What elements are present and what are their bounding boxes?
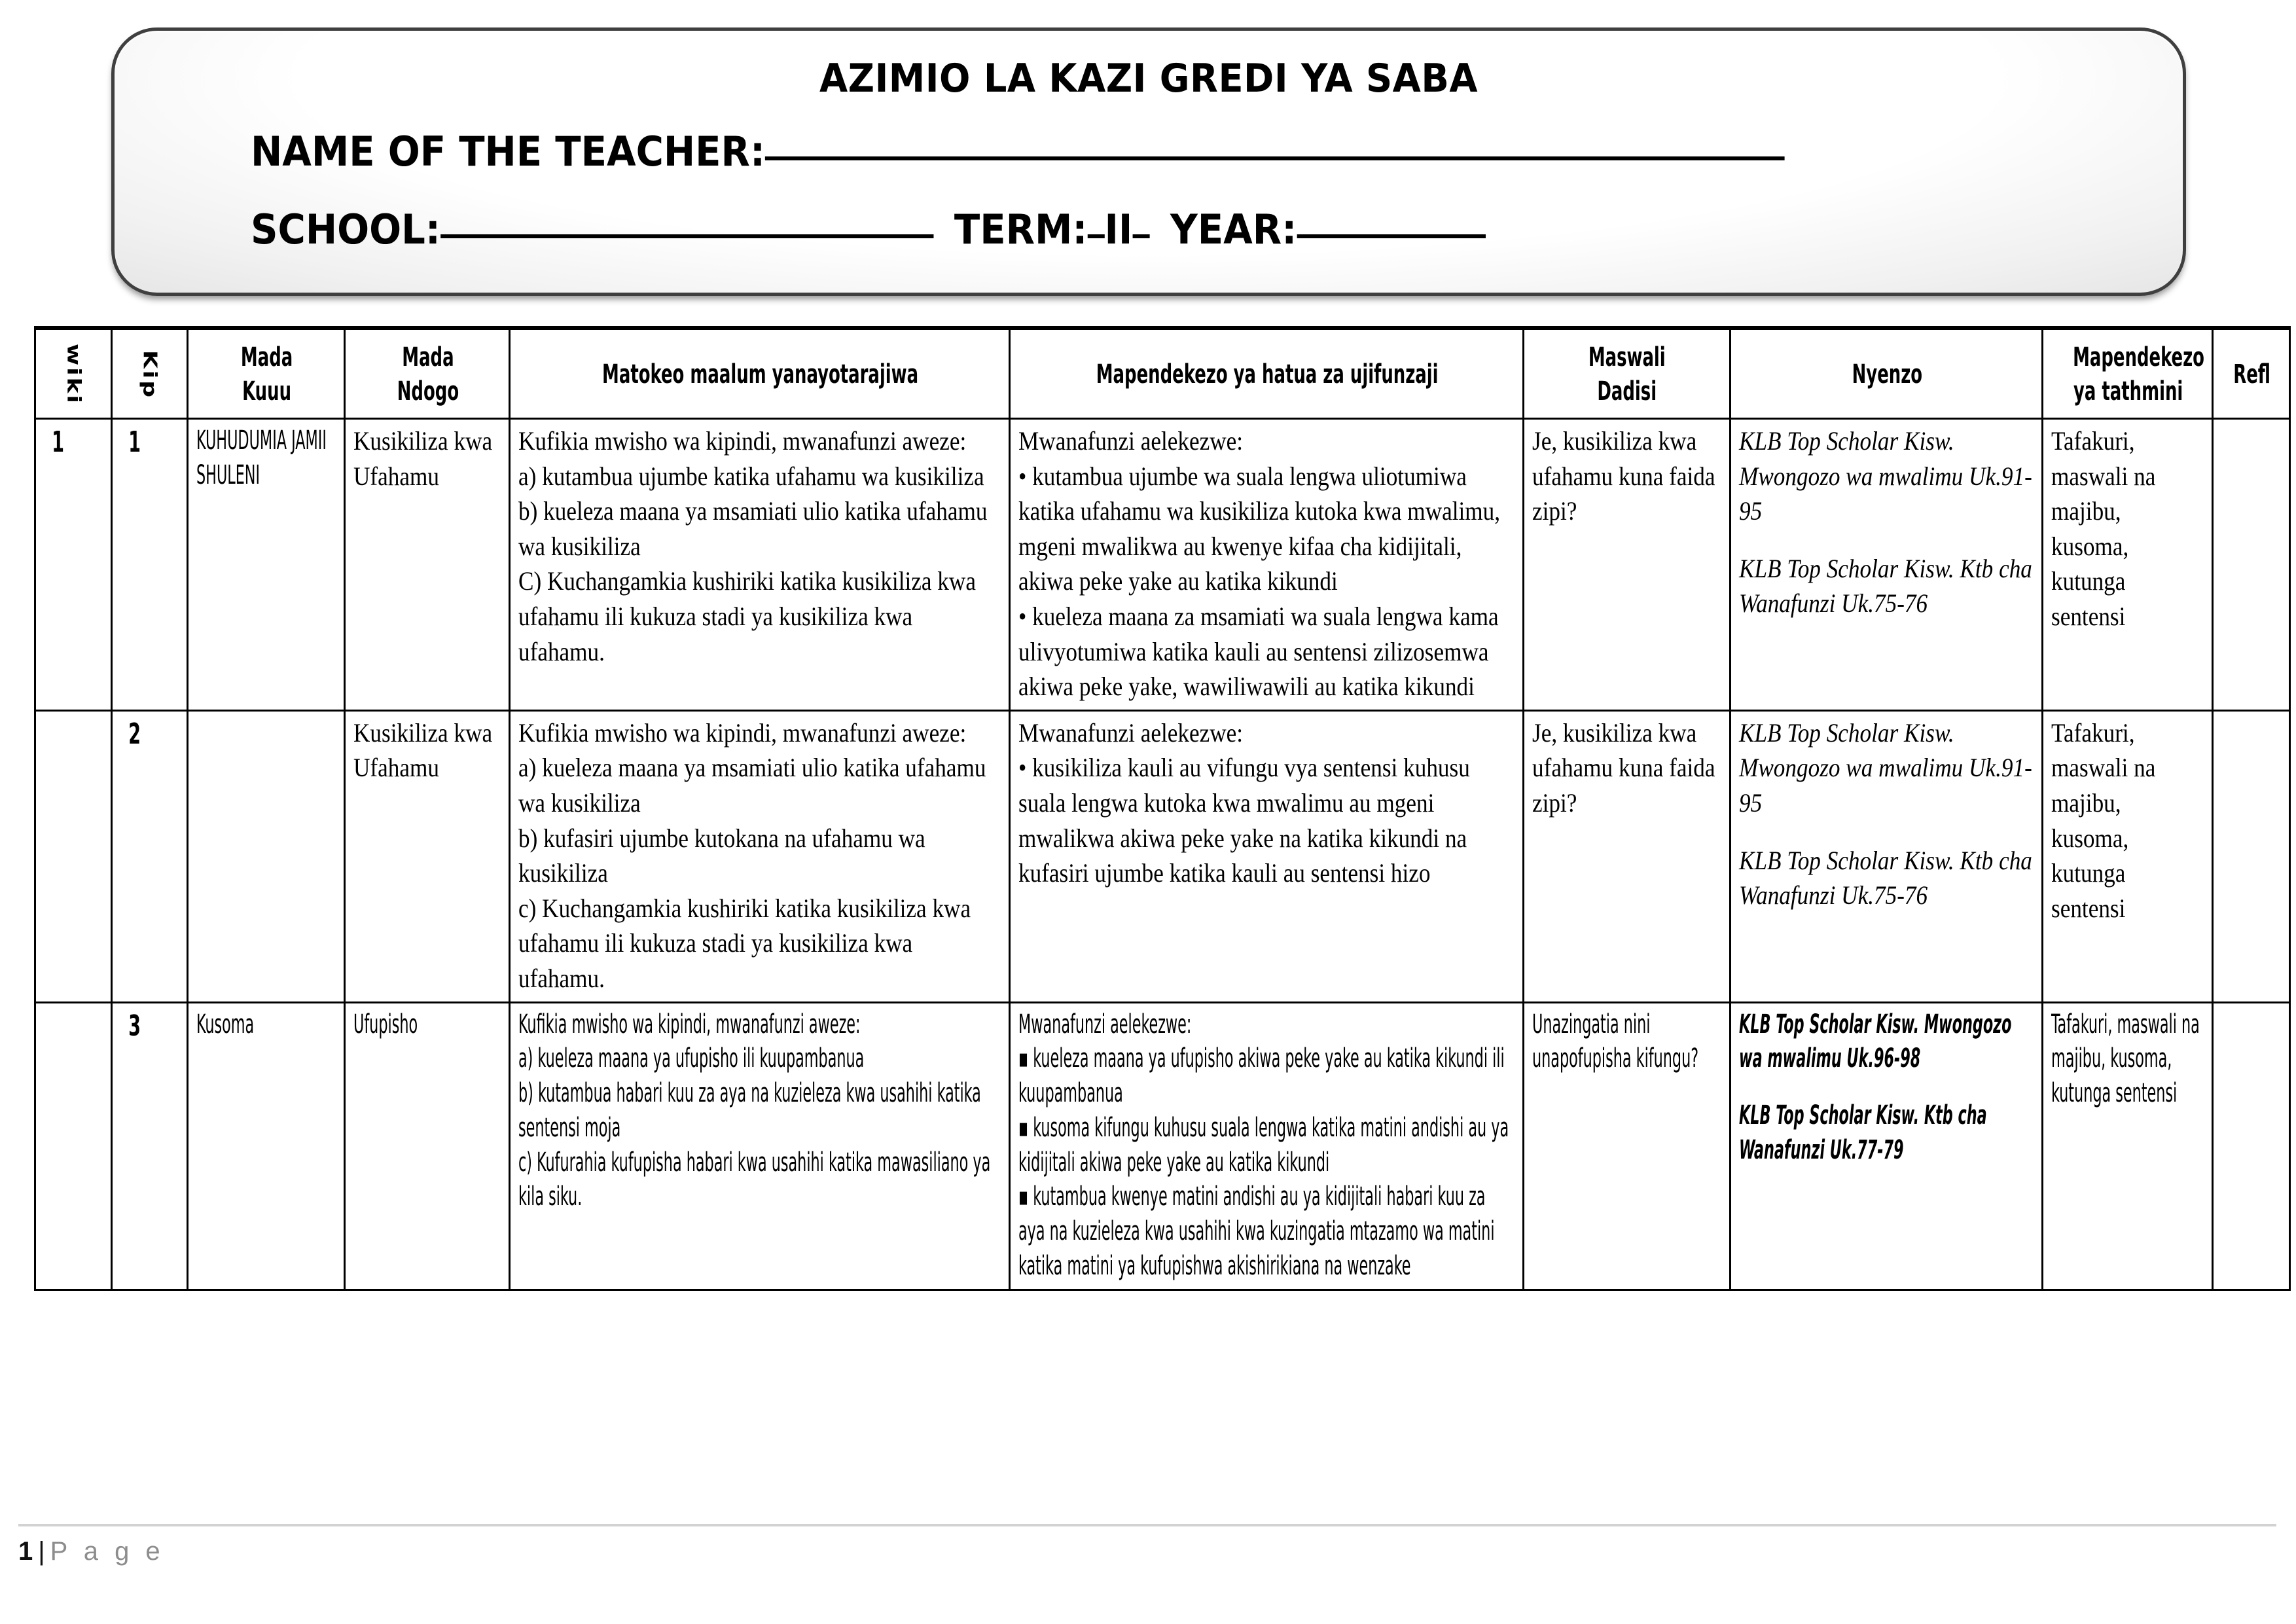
teacher-name-line: [251, 128, 2047, 175]
kip-value: 3: [128, 1009, 141, 1043]
text-line: Kufikia mwisho wa kipindi, mwanafunzi aweze:: [518, 1009, 861, 1039]
cell-mapendekezo-tathmini: [2043, 419, 2213, 711]
mada-ndogo-value: Ufupisho: [353, 1009, 418, 1039]
column-header-mada-kuu: Mada Kuuu: [209, 328, 323, 419]
nyenzo-spacer: [1739, 529, 2035, 551]
text-line: • kutambua ujumbe wa suala lengwa uliotumiwa katika ufahamu wa kusikiliza kutoka kwa mwalimu, mgeni mwalikwa au kwenye kifaa cha kidijitali, akiwa peke yake au katika kikundi: [1018, 461, 1501, 596]
footer-separator: |: [38, 1537, 45, 1566]
table-row: [35, 419, 2290, 711]
document-header-banner: [111, 27, 2186, 296]
column-header-mada-ndogo: Mada Ndogo: [368, 328, 487, 419]
teacher-name-blank[interactable]: [765, 156, 1785, 160]
text-line: • kueleza maana za msamiati wa suala lengwa kama ulivyotumiwa katika kauli au sentensi zilizosemwa akiwa peke yake, wawiliwawili au katika kikundi: [1018, 601, 1499, 702]
cell-mada-kuu: [188, 710, 345, 1002]
matokeo-value: [518, 424, 999, 669]
cell-matokeo: [510, 419, 1010, 711]
cell-nyenzo: [1731, 419, 2043, 711]
cell-maswali-dadisi: [1523, 710, 1730, 1002]
kip-value: 2: [128, 717, 141, 751]
cell-mapendekezo-hatua: [1010, 419, 1524, 711]
cell-wiki: [35, 710, 112, 1002]
footer-page-number: 1: [18, 1537, 33, 1566]
cell-wiki: [35, 419, 112, 711]
cell-mada-ndogo: [345, 419, 510, 711]
page-title: AZIMIO LA KAZI GREDI YA SABA: [819, 56, 1478, 101]
text-line: • kusikiliza kauli au vifungu vya sentensi kuhusu suala lengwa kutoka kwa mwalimu au mgeni mwalikwa akiwa peke yake na katika kikundi na kufasiri ujumbe katika kauli au sentensi hizo: [1018, 753, 1470, 888]
matokeo-value: [518, 1007, 1001, 1215]
mada-kuu-value: KUHUDUMIA JAMII SHULENI: [196, 425, 327, 490]
cell-nyenzo: [1731, 1002, 2043, 1290]
nyenzo-entry-1: KLB Top Scholar Kisw. Mwongozo wa mwalimu Uk.91-95: [1739, 426, 2032, 526]
text-line: C) Kuchangamkia kushiriki katika kusikiliza kwa ufahamu ili kukuza stadi ya kusikiliza kwa ufahamu.: [518, 566, 977, 666]
nyenzo-entry-1: KLB Top Scholar Kisw. Mwongozo wa mwalimu Uk.96-98: [1739, 1009, 2012, 1074]
maswali-dadisi-value: Unazingatia nini unapofupisha kifungu?: [1532, 1009, 1699, 1074]
term-underline-left: [1087, 234, 1104, 238]
nyenzo-entry-2: KLB Top Scholar Kisw. Ktb cha Wanafunzi Uk.75-76: [1739, 553, 2032, 619]
cell-nyenzo: [1731, 710, 2043, 1002]
cell-mapendekezo-hatua: [1010, 710, 1524, 1002]
cell-mada-kuu: [188, 419, 345, 711]
nyenzo-entry-2: KLB Top Scholar Kisw. Ktb cha Wanafunzi Uk.77-79: [1739, 1100, 1987, 1165]
mapendekezo-hatua-value: [1018, 715, 1513, 891]
text-line: c) Kuchangamkia kushiriki katika kusikiliza kwa ufahamu ili kukuza stadi ya kusikiliza kwa ufahamu.: [518, 893, 971, 993]
text-line: Mwanafunzi aelekezwe:: [1018, 426, 1244, 456]
footer-content: [18, 1537, 2276, 1566]
text-line: b) kufasiri ujumbe kutokana na ufahamu wa kusikiliza: [518, 823, 926, 888]
table-row: [35, 1002, 2290, 1290]
scheme-of-work-table: [34, 326, 2291, 1291]
school-label: SCHOOL:: [251, 206, 440, 253]
column-header-kip: Kip: [122, 328, 177, 419]
cell-kip: [111, 710, 188, 1002]
text-line: b) kueleza maana ya msamiati ulio katika ufahamu wa kusikiliza: [518, 496, 988, 561]
text-line: ▪ kusoma kifungu kuhusu suala lengwa katika matini andishi au ya kidijitali akiwa peke yake au katika kikundi: [1018, 1112, 1509, 1178]
nyenzo-entry-2: KLB Top Scholar Kisw. Ktb cha Wanafunzi Uk.75-76: [1739, 845, 2032, 911]
cell-mapendekezo-tathmini: [2043, 1002, 2213, 1290]
mapendekezo-hatua-value: [1018, 424, 1513, 704]
text-line: Mwanafunzi aelekezwe:: [1018, 717, 1244, 748]
cell-mapendekezo-hatua: [1010, 1002, 1524, 1290]
cell-kip: [111, 1002, 188, 1290]
cell-refl[interactable]: [2213, 710, 2290, 1002]
cell-matokeo: [510, 710, 1010, 1002]
mapendekezo-tathmini-value: Tafakuri, maswali na majibu, kusoma, kutunga sentensi: [2051, 717, 2156, 923]
maswali-dadisi-value: Je, kusikiliza kwa ufahamu kuna faida zipi?: [1532, 717, 1715, 818]
cell-mada-ndogo: [345, 710, 510, 1002]
table-header-row: [35, 328, 2290, 419]
text-line: a) kueleza maana ya msamiati ulio katika ufahamu wa kusikiliza: [518, 753, 986, 818]
column-header-matokeo: Matokeo maalum yanayotarajiwa: [580, 328, 940, 419]
term-underline-right: [1132, 234, 1149, 238]
cell-mada-kuu: [188, 1002, 345, 1290]
cell-matokeo: [510, 1002, 1010, 1290]
text-line: c) Kufurahia kufupisha habari kwa usahihi katika mawasiliano ya kila siku.: [518, 1147, 991, 1212]
footer-page-word: P a g e: [50, 1537, 165, 1566]
mada-ndogo-value: Kusikiliza kwa Ufahamu: [353, 426, 493, 491]
text-line: Mwanafunzi aelekezwe:: [1018, 1009, 1192, 1039]
text-line: Kufikia mwisho wa kipindi, mwanafunzi aweze:: [518, 717, 967, 748]
nyenzo-spacer: [1739, 1076, 2035, 1098]
column-header-mapendekezo-hatua: Mapendekezo ya hatua za ujifunzaji: [1081, 328, 1451, 419]
page-footer: [18, 1524, 2276, 1566]
cell-kip: [111, 419, 188, 711]
year-label: YEAR:: [1170, 206, 1297, 253]
text-line: Kufikia mwisho wa kipindi, mwanafunzi aweze:: [518, 426, 967, 456]
maswali-dadisi-value: Je, kusikiliza kwa ufahamu kuna faida zipi?: [1532, 426, 1715, 526]
kip-value: 1: [128, 425, 141, 459]
column-header-mapendekezo-tathmini: Mapendekezo ya tathmini: [2066, 328, 2189, 419]
cell-wiki: [35, 1002, 112, 1290]
table-row: [35, 710, 2290, 1002]
text-line: a) kutambua ujumbe katika ufahamu wa kusikiliza: [518, 461, 985, 491]
teacher-name-label: NAME OF THE TEACHER:: [251, 128, 766, 175]
mada-kuu-value: Kusoma: [196, 1009, 255, 1039]
year-blank[interactable]: [1297, 234, 1485, 238]
cell-mada-ndogo: [345, 1002, 510, 1290]
text-line: ▪ kutambua kwenye matini andishi au ya kidijitali habari kuu za aya na kuzieleza kwa usahihi kwa kuzingatia mtazamo wa matini katika matini ya kufupishwa akishirikiana na wenzake: [1018, 1182, 1495, 1282]
school-blank[interactable]: [440, 234, 933, 238]
mada-ndogo-value: Kusikiliza kwa Ufahamu: [353, 717, 493, 783]
column-header-refl: Refl: [2223, 328, 2279, 419]
term-value[interactable]: II: [1104, 206, 1133, 253]
term-label: TERM:: [954, 206, 1088, 253]
cell-refl[interactable]: [2213, 419, 2290, 711]
wiki-value: 1: [52, 425, 64, 459]
cell-maswali-dadisi: [1523, 419, 1730, 711]
mapendekezo-hatua-value: [1018, 1007, 1515, 1284]
cell-refl[interactable]: [2213, 1002, 2290, 1290]
text-line: a) kueleza maana ya ufupisho ili kuupambanua: [518, 1043, 865, 1074]
school-term-year-line: [251, 206, 2047, 253]
column-header-wiki: wiki: [46, 328, 101, 419]
column-header-maswali-dadisi: Maswali Dadisi: [1552, 328, 1702, 419]
cell-maswali-dadisi: [1523, 1002, 1730, 1290]
matokeo-value: [518, 715, 999, 996]
column-header-nyenzo: Nyenzo: [1774, 328, 1999, 419]
text-line: b) kutambua habari kuu za aya na kuzieleza kwa usahihi katika sentensi moja: [518, 1078, 982, 1143]
mapendekezo-tathmini-value: Tafakuri, maswali na majibu, kusoma, kutunga sentensi: [2051, 1009, 2200, 1109]
text-line: ▪ kueleza maana ya ufupisho akiwa peke yake au katika kikundi ili kuupambanua: [1018, 1043, 1505, 1109]
mapendekezo-tathmini-value: Tafakuri, maswali na majibu, kusoma, kutunga sentensi: [2051, 426, 2156, 631]
nyenzo-entry-1: KLB Top Scholar Kisw. Mwongozo wa mwalimu Uk.91-95: [1739, 717, 2032, 818]
cell-mapendekezo-tathmini: [2043, 710, 2213, 1002]
nyenzo-spacer: [1739, 821, 2035, 843]
